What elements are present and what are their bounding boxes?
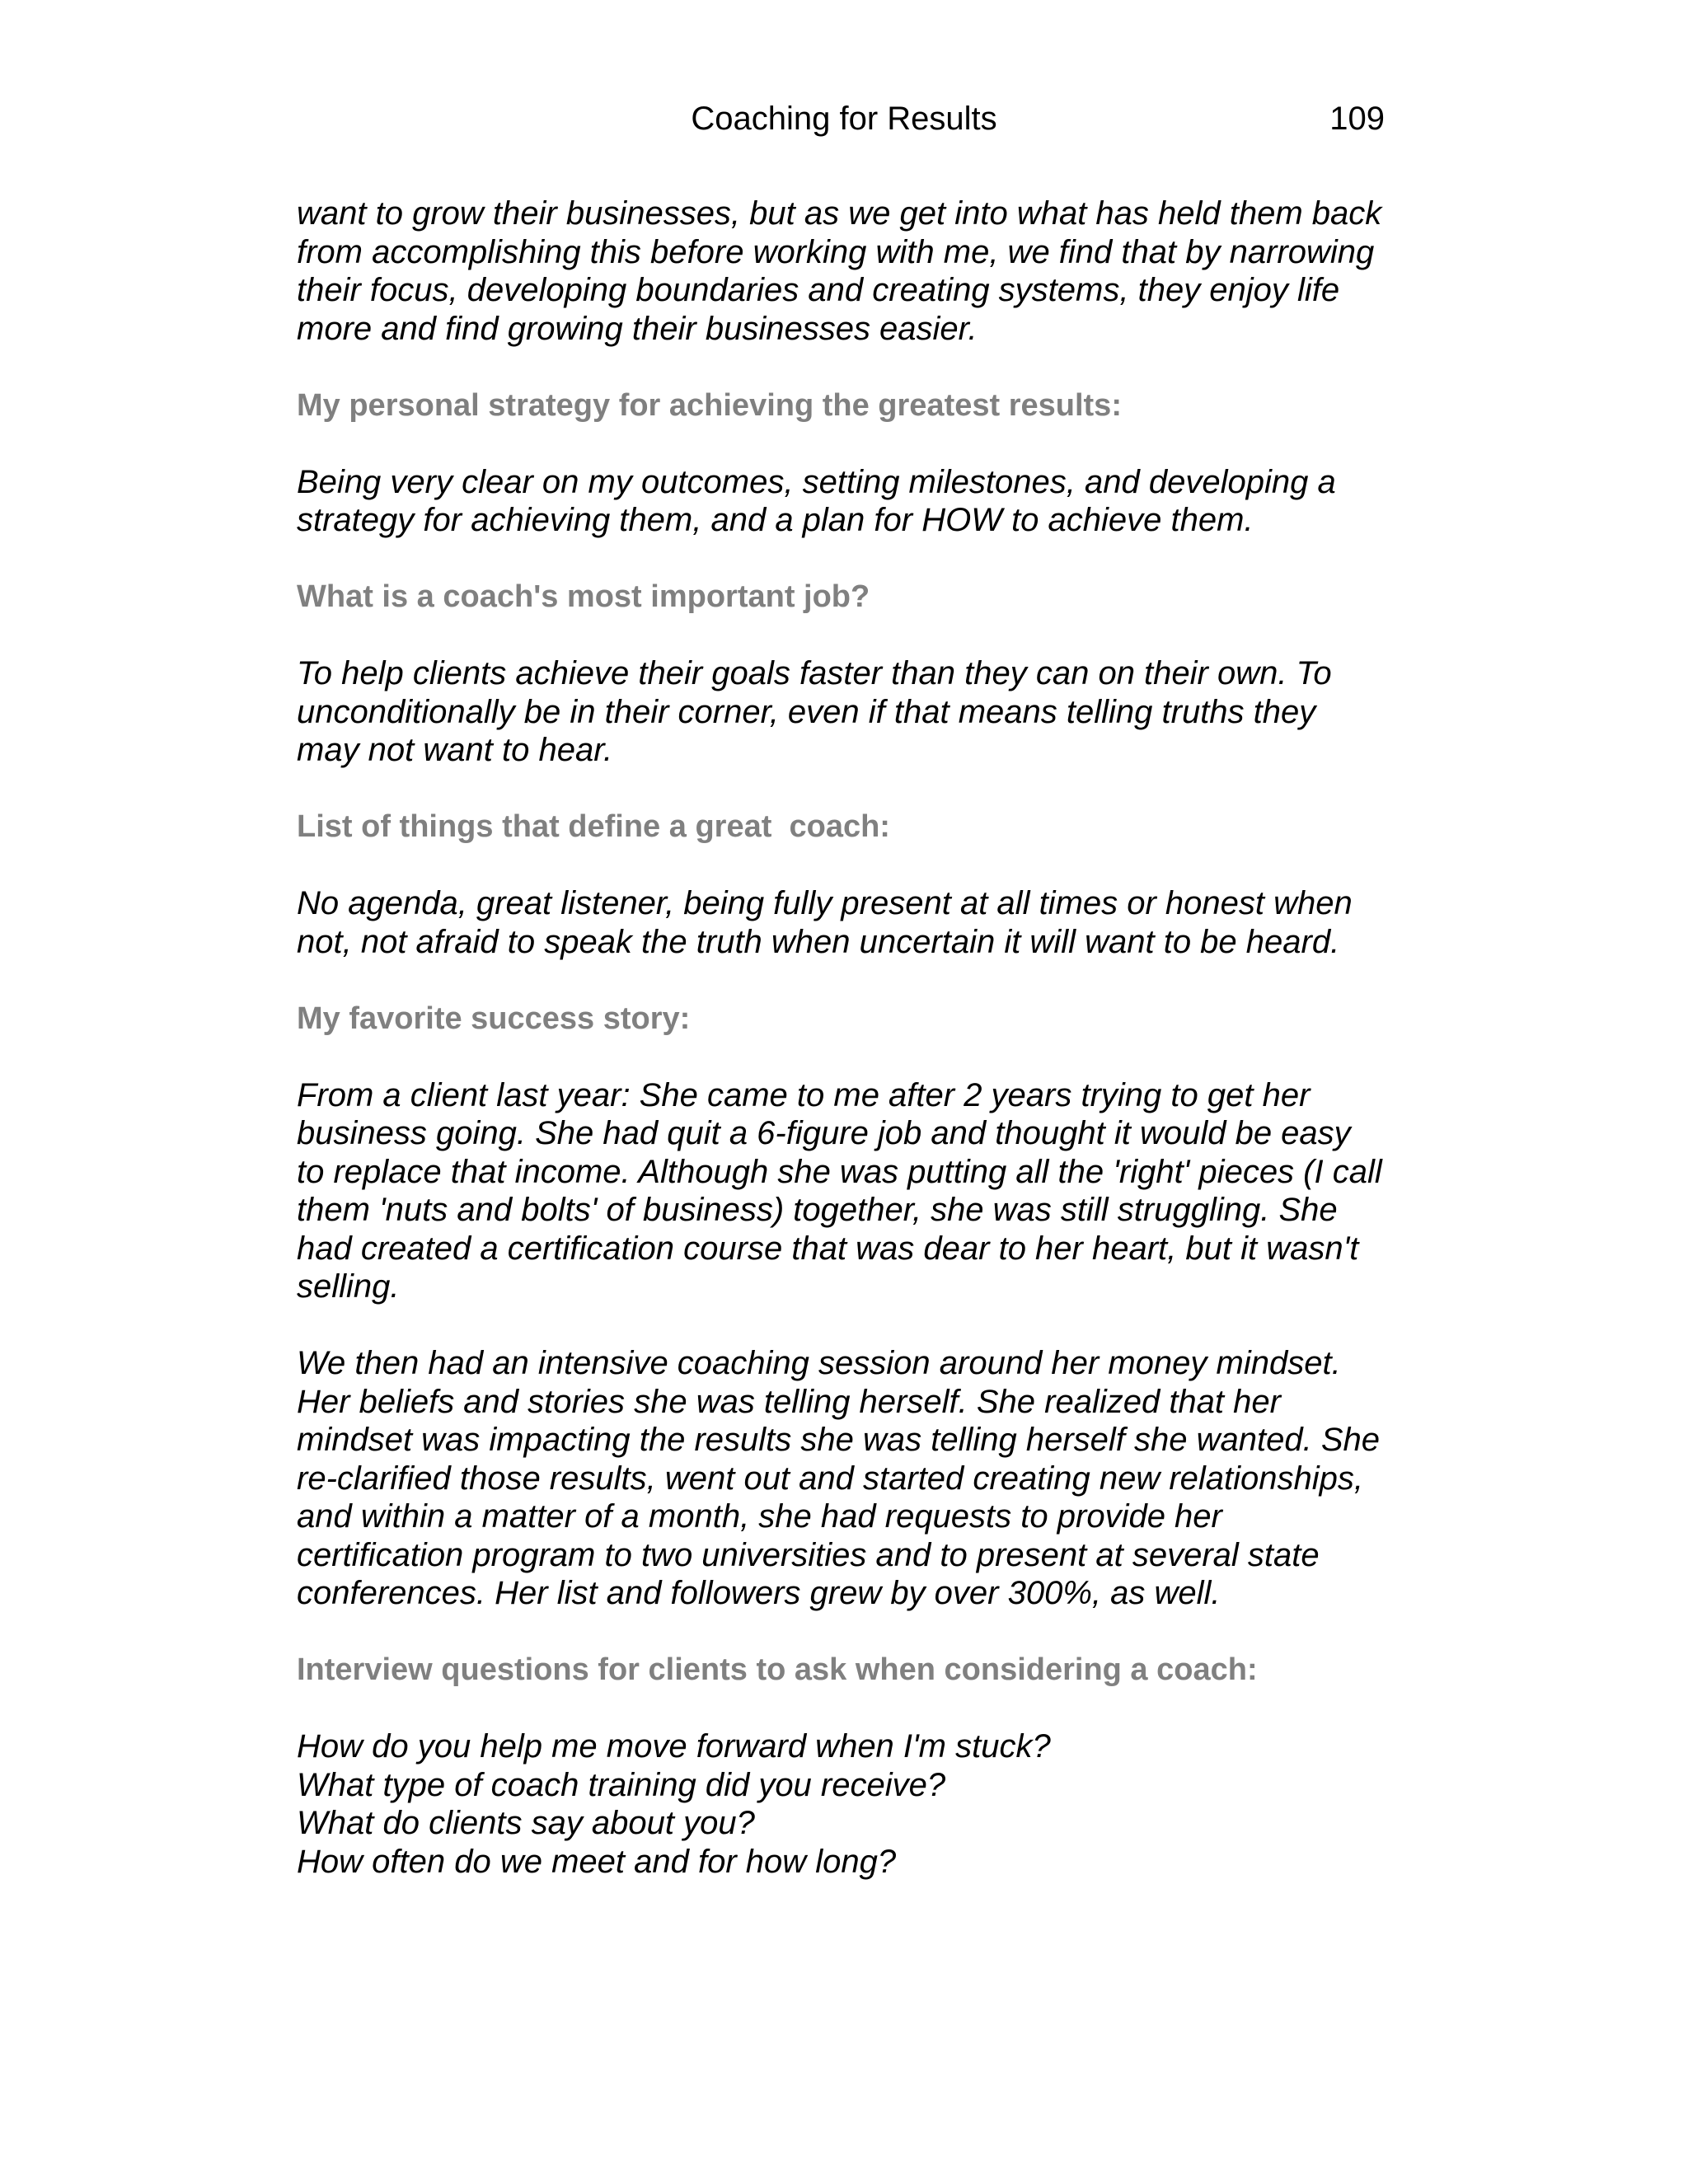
- page-body: [297, 194, 1401, 1881]
- strategy-answer: Being very clear on my outcomes, setting milestones, and developing a strategy for achieving them, and a plan for HOW to achieve them.: [297, 463, 1336, 538]
- story-heading: My favorite success story:: [297, 1001, 691, 1036]
- strategy-heading: My personal strategy for achieving the greatest results:: [297, 387, 1122, 423]
- spacer: [297, 616, 1401, 655]
- define-heading: List of things that define a great coach:: [297, 809, 890, 844]
- spacer: [297, 1038, 1401, 1076]
- running-title: Coaching for Results: [691, 101, 997, 137]
- spacer: [297, 1306, 1401, 1345]
- page-header: [0, 96, 1688, 142]
- story-paragraph: We then had an intensive coaching session around her money mindset. Her beliefs and stories she was telling herself. She realized that her mindset was impacting the results she was telling herself she wanted. She re-clarified those results, went out and started creating new relationships, and within a matter of a month, she had requests to provide her certification program to two universities and to present at several state conferences. Her list and followers grew by over 300%, as well.: [297, 1345, 1381, 1611]
- interview-question: How do you help me move forward when I'm stuck?: [297, 1728, 1051, 1765]
- intro-paragraph: want to grow their businesses, but as we get into what has held them back from accomplishing this before working with me, we find that by narrowing their focus, developing boundaries and creating systems, they enjoy life more and find growing their businesses easier.: [297, 195, 1382, 347]
- job-answer: To help clients achieve their goals faster than they can on their own. To unconditionally be in their corner, even if that means telling truths they may not want to hear.: [297, 655, 1332, 768]
- spacer: [297, 961, 1401, 1000]
- spacer: [297, 348, 1401, 387]
- interview-heading: Interview questions for clients to ask when considering a coach:: [297, 1652, 1258, 1687]
- story-paragraph: From a client last year: She came to me after 2 years trying to get her business going. She had quit a 6-figure job and thought it would be easy to replace that income. Although she was putting all the 'right' pieces (I call them 'nuts and bolts' of business) together, she was still struggling. She had created a certification course that was dear to her heart, but it wasn't selling.: [297, 1076, 1382, 1305]
- interview-question: How often do we meet and for how long?: [297, 1843, 897, 1880]
- job-heading: What is a coach's most important job?: [297, 579, 870, 614]
- spacer: [297, 846, 1401, 885]
- spacer: [297, 1613, 1401, 1652]
- interview-question: What type of coach training did you receive?: [297, 1766, 946, 1803]
- interview-question: What do clients say about you?: [297, 1805, 755, 1841]
- define-answer: No agenda, great listener, being fully present at all times or honest when not, not afraid to speak the truth when uncertain it will want to be heard.: [297, 885, 1353, 960]
- spacer: [297, 770, 1401, 808]
- spacer: [297, 1690, 1401, 1728]
- page-number: 109: [1329, 101, 1385, 137]
- spacer: [297, 424, 1401, 463]
- spacer: [297, 540, 1401, 579]
